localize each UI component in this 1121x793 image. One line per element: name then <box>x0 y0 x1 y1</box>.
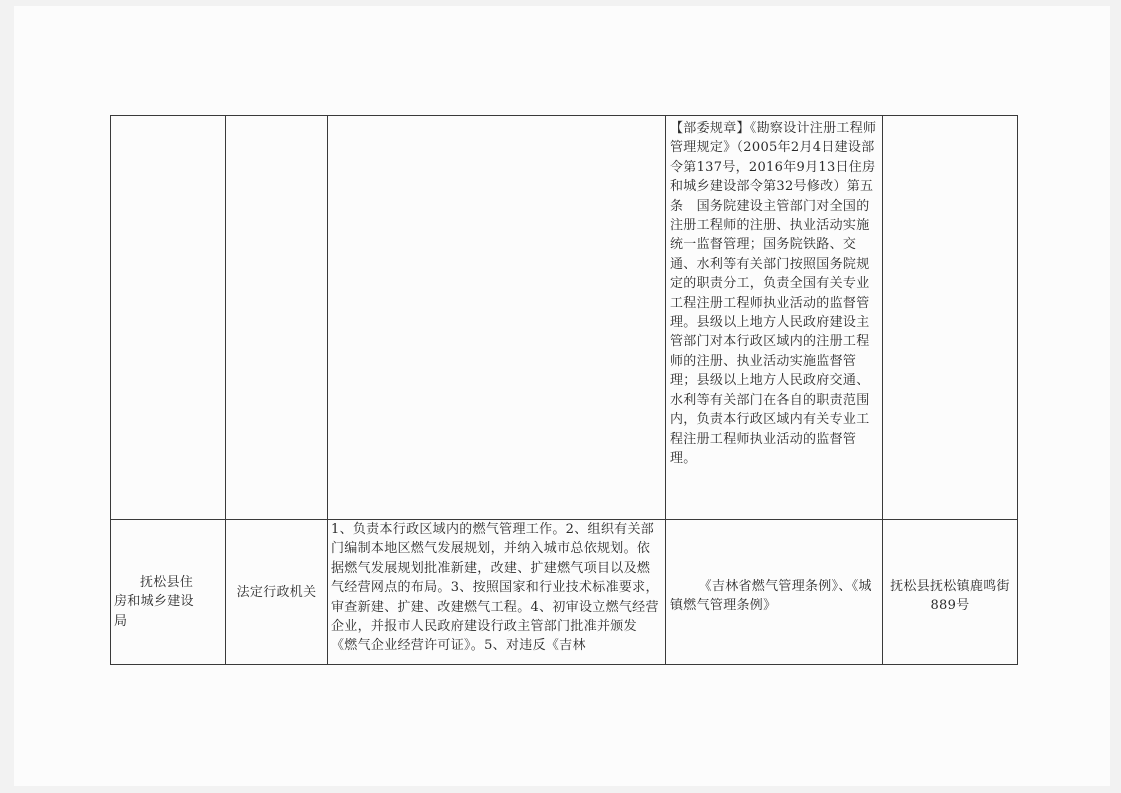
table-right-border <box>1017 115 1018 665</box>
row2-legal-basis-cell: 《吉林省燃气管理条例》、《城镇燃气管理条例》 <box>670 579 872 614</box>
document-page <box>14 6 1110 786</box>
row2-responsibilities-cell: 1、负责本行政区域内的燃气管理工作。2、组织有关部门编制本地区燃气发展规划，并纳入城市总依规划。依据燃气发展规划批准新建，改建、扩建燃气项目以及燃气经营网点的布局。3、按照国家和行业技术标准要求，审查新建、扩建、改建燃气工程。4、初审设立燃气经营企业，并报市人民政府建设行政主管部门批准并颁发《燃气企业经营许可证》。5、对违反《吉林 <box>331 522 659 654</box>
row2-address-cell: 抚松县抚松镇鹿鸣街889号 <box>890 579 1010 614</box>
column-divider-4 <box>882 115 883 665</box>
row2-department-cell <box>114 573 222 631</box>
column-divider-3 <box>665 115 666 665</box>
department-line-3: 局 <box>114 613 128 629</box>
department-line-2: 房和城乡建设 <box>114 594 194 610</box>
row2-agency-type-cell: 法定行政机关 <box>236 585 317 600</box>
department-line-1: 抚松县住 <box>140 575 194 590</box>
row1-legal-basis-cell: 【部委规章】《勘察设计注册工程师管理规定》（2005年2月4日建设部令第137号，2016年9月13日住房和城乡建设部令第32号修改）第五条 国务院建设主管部门对全国的注册工程师的注册、执业活动实施统一监督管理；国务院铁路、交通、水利等有关部门按照国务院规定的职责分工，负责全国有关专业工程注册工程师执业活动的监督管理。县级以上地方人民政府建设主管部门对本行政区域内的注册工程师的注册、执业活动实施监督管理；县级以上地方人民政府交通、水利等有关部门在各自的职责范围内，负责本行政区域内有关专业工程注册工程师执业活动的监督管理。 <box>670 121 877 466</box>
table-left-border <box>110 115 111 665</box>
column-divider-2 <box>327 115 328 665</box>
